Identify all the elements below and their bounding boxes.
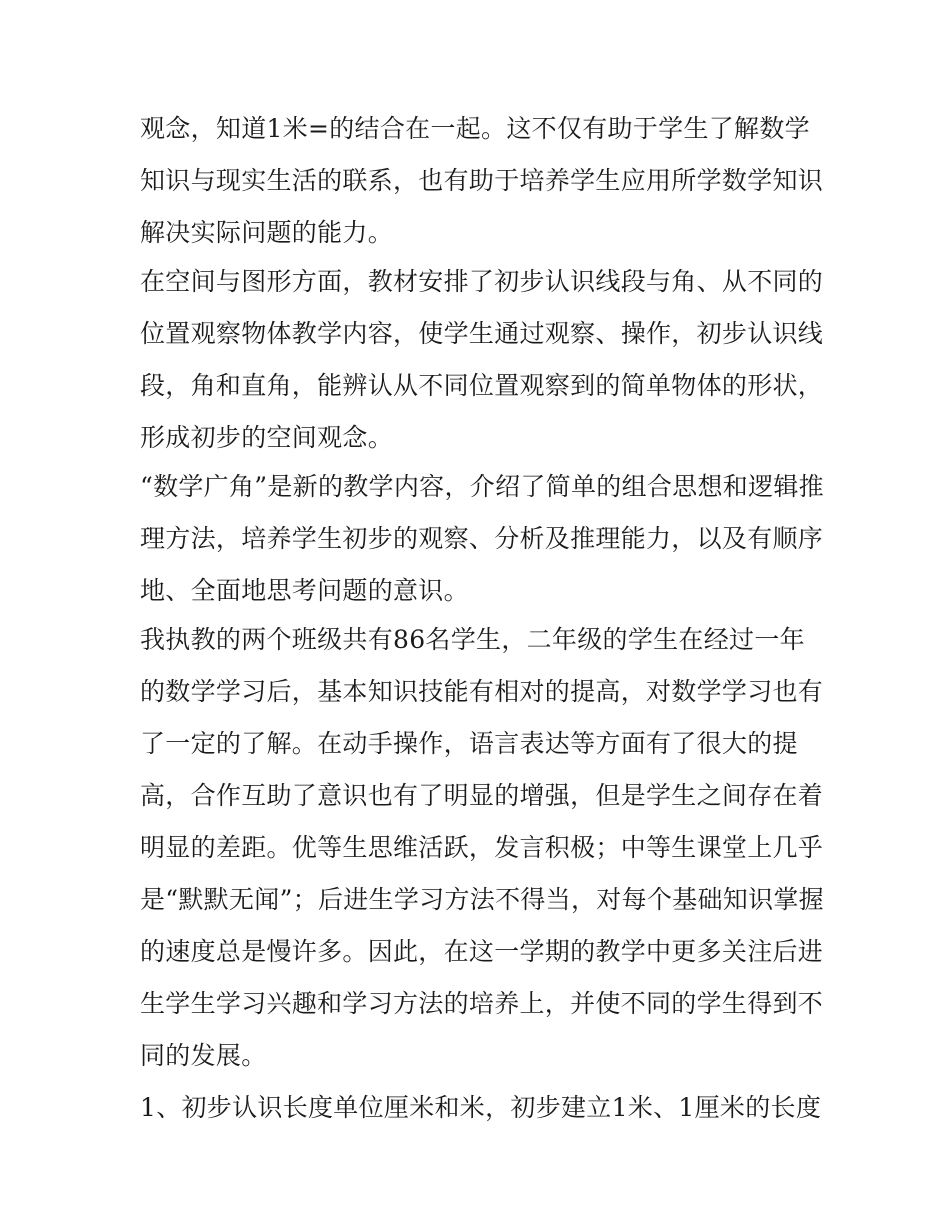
- text-line: 理方法，培养学生初步的观察、分析及推理能力，以及有顺序: [140, 524, 824, 553]
- text-line: 观念，知道1米=的结合在一起。这不仅有助于学生了解数学: [140, 114, 810, 143]
- text-line: 的数学学习后，基本知识技能有相对的提高，对数学学习也有: [140, 677, 824, 706]
- text-line: 1、初步认识长度单位厘米和米，初步建立1米、1厘米的长度: [140, 1093, 822, 1122]
- text-line: 了一定的了解。在动手操作，语言表达等方面有了很大的提: [140, 729, 798, 758]
- text-line: 明显的差距。优等生思维活跃，发言积极；中等生课堂上几乎: [140, 833, 824, 862]
- text-line: 地、全面地思考问题的意识。: [140, 576, 469, 605]
- text-line: 解决实际问题的能力。: [140, 218, 394, 247]
- text-line: 知识与现实生活的联系，也有助于培养学生应用所学数学知识: [140, 166, 824, 195]
- text-line: “数学广角”是新的教学内容，介绍了简单的组合思想和逻辑推: [140, 472, 824, 501]
- text-line: 我执教的两个班级共有86名学生，二年级的学生在经过一年: [140, 625, 805, 654]
- text-line: 生学生学习兴趣和学习方法的培养上，并使不同的学生得到不: [140, 989, 824, 1018]
- text-line: 高，合作互助了意识也有了明显的增强，但是学生之间存在着: [140, 781, 824, 810]
- text-line: 同的发展。: [140, 1041, 267, 1070]
- text-line: 位置观察物体教学内容，使学生通过观察、操作，初步认识线: [140, 319, 824, 348]
- text-line: 形成初步的空间观念。: [140, 423, 394, 452]
- text-line: 的速度总是慢许多。因此，在这一学期的教学中更多关注后进: [140, 937, 824, 966]
- text-line: 段，角和直角，能辨认从不同位置观察到的简单物体的形状，: [140, 371, 824, 400]
- text-line: 在空间与图形方面，教材安排了初步认识线段与角、从不同的: [140, 267, 824, 296]
- text-line: 是“默默无闻”；后进生学习方法不得当，对每个基础知识掌握: [140, 885, 824, 914]
